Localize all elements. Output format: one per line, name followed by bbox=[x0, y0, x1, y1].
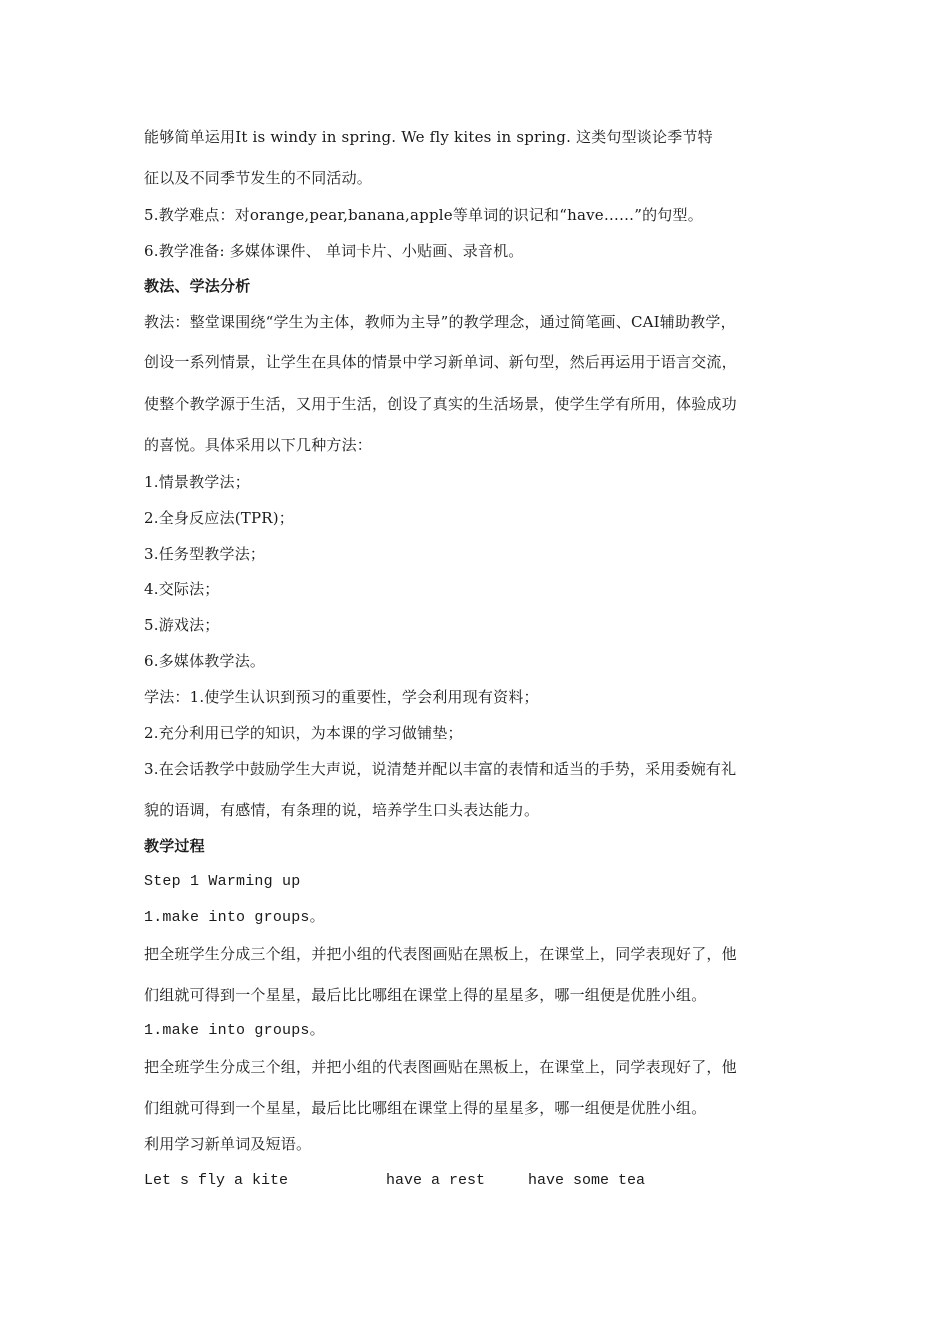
methods-heading: 教法、学法分析 bbox=[144, 277, 251, 295]
phrase-have-rest: have a rest bbox=[386, 1172, 486, 1189]
teaching-difficulty: 5.教学难点：对orange,pear,banana,apple等单词的识记和“have……”的句型。 bbox=[144, 206, 703, 224]
process-heading: 教学过程 bbox=[144, 837, 205, 855]
method-item: 2.全身反应法(TPR)； bbox=[144, 509, 295, 527]
group1-title: 1.make into groups。 bbox=[144, 909, 325, 926]
intro-line-2: 征以及不同季节发生的不同活动。 bbox=[144, 169, 373, 187]
learning-method-item-3-line-2: 貌的语调，有感情，有条理的说，培养学生口头表达能力。 bbox=[144, 801, 540, 819]
method-item: 1.情景教学法； bbox=[144, 473, 250, 491]
phrase-have-tea: have some tea bbox=[528, 1172, 646, 1189]
teaching-method-line-2: 创设一系列情景，让学生在具体的情景中学习新单词、新句型，然后再运用于语言交流， bbox=[144, 353, 737, 371]
teaching-method-line-4: 的喜悦。具体采用以下几种方法： bbox=[144, 436, 373, 454]
group2-line-1: 把全班学生分成三个组，并把小组的代表图画贴在黑板上，在课堂上，同学表现好了，他 bbox=[144, 1058, 737, 1076]
intro-line-1: 能够简单运用It is windy in spring. We fly kites in spring. 这类句型谈论季节特 bbox=[144, 128, 713, 146]
phrase-fly-kite: Let s fly a kite bbox=[144, 1172, 289, 1189]
method-item: 6.多媒体教学法。 bbox=[144, 652, 266, 670]
method-item: 5.游戏法； bbox=[144, 616, 220, 634]
group2-line-2: 们组就可得到一个星星，最后比比哪组在课堂上得的星星多，哪一组便是优胜小组。 bbox=[144, 1099, 707, 1117]
method-item: 4.交际法； bbox=[144, 580, 220, 598]
group2-title: 1.make into groups。 bbox=[144, 1022, 325, 1039]
new-words-line: 利用学习新单词及短语。 bbox=[144, 1135, 312, 1153]
learning-method-item-3-line-1: 3.在会话教学中鼓励学生大声说，说清楚并配以丰富的表情和适当的手势，采用委婉有礼 bbox=[144, 760, 737, 778]
step1-title: Step 1 Warming up bbox=[144, 873, 301, 890]
method-item: 3.任务型教学法； bbox=[144, 545, 266, 563]
group1-line-1: 把全班学生分成三个组，并把小组的代表图画贴在黑板上，在课堂上，同学表现好了，他 bbox=[144, 945, 737, 963]
teaching-preparation: 6.教学准备: 多媒体课件、 单词卡片、小贴画、录音机。 bbox=[144, 242, 524, 260]
teaching-method-line-3: 使整个教学源于生活，又用于生活，创设了真实的生活场景，使学生学有所用，体验成功 bbox=[144, 395, 737, 413]
teaching-method-line-1: 教法：整堂课围绕“学生为主体，教师为主导”的教学理念，通过简笔画、CAI辅助教学， bbox=[144, 313, 736, 331]
learning-method-item-2: 2.充分利用已学的知识，为本课的学习做铺垫； bbox=[144, 724, 463, 742]
learning-method-item-1: 学法：1.使学生认识到预习的重要性，学会利用现有资料； bbox=[144, 688, 539, 706]
group1-line-2: 们组就可得到一个星星，最后比比哪组在课堂上得的星星多，哪一组便是优胜小组。 bbox=[144, 986, 707, 1004]
